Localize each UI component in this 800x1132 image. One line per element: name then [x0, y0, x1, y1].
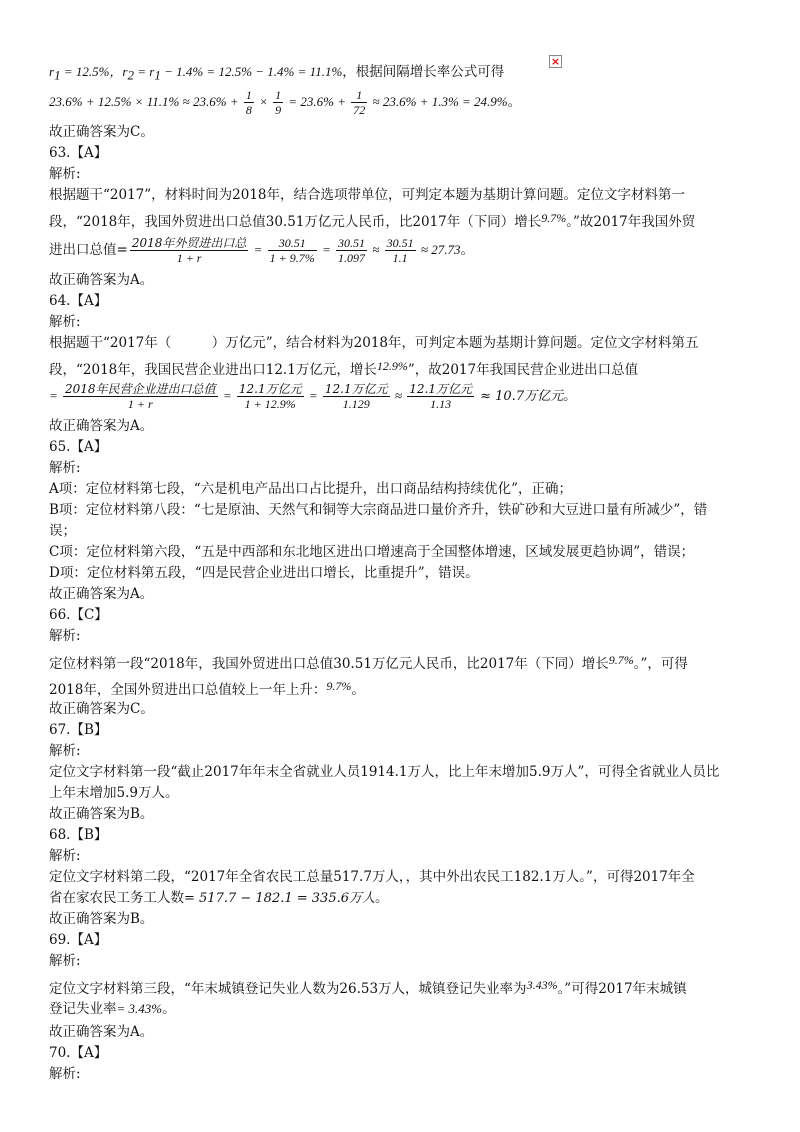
body-text: 进出口总值= — [49, 242, 128, 258]
fraction-numerator: 12.1万亿元 — [238, 382, 302, 396]
math-text: 12.9% — [376, 359, 408, 373]
body-line — [49, 976, 760, 998]
question-number: 70.【A】 — [49, 1045, 108, 1061]
body-text: 2018年，全国外贸进出口总值较上一年上升： — [49, 682, 327, 698]
question-number: 69.【A】 — [49, 932, 108, 948]
body-line: 根据题干“2017年（ ）万亿元”，结合材料为2018年，可判定本题为基期计算问题。定位文字材料第五 — [49, 335, 699, 351]
math-text: ≈ 10.7万亿元 — [475, 389, 564, 404]
math-subscript: 1 — [154, 67, 161, 83]
option-d-line: D项：定位材料第五段，“四是民营企业进出口增长，比重提升”，错误。 — [49, 565, 479, 581]
answer-line: 故正确答案为A。 — [49, 418, 154, 434]
body-line: 定位文字材料第一段“截止2017年年末全省就业人员1914.1万人，比上年末增加5.9万人”，可得全省就业人员比 — [49, 764, 720, 780]
math-text: = — [250, 242, 266, 257]
body-text: 。 — [563, 388, 577, 404]
body-line — [49, 651, 760, 673]
analysis-label: 解析: — [49, 743, 81, 759]
math-text: ≈ — [391, 388, 406, 403]
math-text: 9.7% — [326, 679, 352, 693]
question-number: 63.【A】 — [49, 145, 108, 161]
body-text: 。”可得2017年末城镇 — [557, 981, 687, 997]
analysis-label: 解析: — [49, 848, 81, 864]
fraction-denominator: 1 + r — [176, 251, 202, 265]
fraction — [273, 88, 283, 117]
question-number: 68.【B】 — [49, 827, 108, 843]
fraction-denominator: 1 + 12.9% — [244, 397, 296, 411]
math-subscript: 2 — [127, 67, 134, 83]
body-text: 。 — [507, 94, 522, 110]
analysis-label: 解析: — [49, 166, 81, 182]
question-number: 66.【C】 — [49, 607, 108, 623]
body-text: 定位材料第一段“2018年，我国外贸进出口总值30.51万亿元人民币，比2017年（下同）增长 — [49, 656, 609, 672]
math-text: r — [149, 64, 155, 79]
answer-line: 故正确答案为A。 — [49, 586, 154, 602]
fraction — [351, 88, 367, 117]
math-text: ≈ — [369, 242, 383, 257]
option-b-line: B项：定位材料第八段：“七是原油、天然气和铜等大宗商品进口量价齐升，铁矿砂和大豆进口量有所减少”，错 — [49, 502, 708, 518]
math-text: = 23.6% + — [285, 94, 350, 109]
answer-line: 故正确答案为A。 — [49, 272, 154, 288]
option-a-line: A项：定位材料第七段，“六是机电产品出口占比提升，出口商品结构持续优化”，正确； — [49, 481, 573, 497]
math-text: 9.7% — [608, 653, 634, 667]
fraction — [336, 236, 367, 265]
body-text: 。”，可得 — [633, 656, 688, 672]
fraction-numerator: 30.51 — [338, 236, 366, 250]
fraction-numerator: 12.1万亿元 — [324, 382, 388, 396]
math-subscript: 1 — [54, 67, 61, 83]
body-line — [49, 677, 760, 699]
body-line — [49, 209, 760, 231]
fraction — [268, 236, 317, 265]
math-text: = 12.5%， — [60, 64, 123, 79]
fraction-numerator: 30.51 — [386, 236, 414, 250]
math-text: = 517.7 − 182.1 = 335.6万人 — [184, 891, 375, 906]
analysis-label: 解析: — [49, 1066, 81, 1082]
fraction-denominator: 1.097 — [338, 251, 366, 265]
body-text: 登记失业率 — [49, 1001, 117, 1017]
body-line: 根据题干“2017”，材料时间为2018年，结合选项带单位，可判定本题为基期计算问题。定位文字材料第一 — [49, 187, 686, 203]
analysis-label: 解析: — [49, 460, 81, 476]
fraction-numerator: 30.51 — [268, 236, 317, 251]
formula-line-interval-growth — [49, 88, 760, 117]
fraction-denominator: 1.129 — [342, 397, 370, 411]
broken-image-icon: × — [550, 55, 561, 68]
math-text: 23.6% + 12.5% × 11.1% ≈ 23.6% + — [49, 94, 242, 109]
fraction-denominator: 1 + 9.7% — [269, 251, 315, 265]
fraction — [407, 382, 474, 411]
body-text: 段，“2018年，我国外贸进出口总值30.51万亿元人民币，比2017年（下同）增长 — [49, 214, 542, 230]
question-number: 64.【A】 — [49, 293, 108, 309]
math-text: 3.43% — [526, 978, 558, 992]
question-number: 67.【B】 — [49, 722, 108, 738]
option-c-line: C项：定位材料第六段，“五是中西部和东北地区进出口增速高于全国整体增速，区域发展更趋协调”，错误； — [49, 544, 695, 560]
answer-line: 故正确答案为C。 — [49, 124, 154, 140]
question-number: 65.【A】 — [49, 439, 108, 455]
analysis-label: 解析: — [49, 953, 81, 969]
answer-line: 故正确答案为B。 — [49, 911, 154, 927]
analysis-label: 解析: — [49, 314, 81, 330]
fraction — [244, 88, 254, 117]
body-text: 。 — [375, 890, 389, 906]
body-line — [49, 889, 760, 908]
body-line: 定位文字材料第二段，“2017年全省农民工总量517.7万人，，其中外出农民工182.1万人。”，可得2017年全 — [49, 869, 695, 885]
fraction-numerator: 1 — [351, 88, 367, 103]
body-text: 。 — [162, 1001, 176, 1017]
body-line — [49, 1000, 760, 1018]
math-text: ≈ 27.73 — [417, 242, 461, 257]
analysis-label: 解析: — [49, 628, 81, 644]
answer-line: 故正确答案为B。 — [49, 806, 154, 822]
fraction — [63, 382, 218, 411]
body-text: ，根据间隔增长率公式可得 — [342, 64, 505, 80]
fraction-numerator: 12.1万亿元 — [409, 382, 472, 396]
body-text: 。 — [351, 682, 365, 698]
fraction-numerator: 2018年民营企业进出口总值 — [65, 382, 216, 396]
body-text: 段，“2018年，我国民营企业进出口12.1万亿元，增长 — [49, 362, 377, 378]
option-b-line-cont: 误； — [49, 523, 76, 539]
fraction-denominator: 1.13 — [430, 397, 452, 411]
math-text: × — [255, 94, 272, 109]
fraction-denominator: 9 — [275, 103, 282, 117]
math-text: = — [133, 64, 150, 79]
math-text: r — [122, 64, 128, 79]
fraction-numerator: 2018年外贸进出口总 — [131, 236, 247, 250]
math-text: = — [305, 388, 321, 403]
fraction-numerator: 1 — [245, 88, 252, 102]
fraction-denominator: 8 — [245, 103, 252, 117]
body-text: ”，故2017年我国民营企业进出口总值 — [407, 362, 639, 378]
fraction — [385, 236, 416, 265]
answer-line: 故正确答案为A。 — [49, 1024, 154, 1040]
fraction — [237, 382, 304, 411]
body-text: 定位文字材料第三段，“年末城镇登记失业人数为26.53万人，城镇登记失业率为 — [49, 981, 527, 997]
fraction — [130, 236, 249, 265]
fraction — [323, 382, 390, 411]
formula-line-private-enterprise — [49, 382, 760, 411]
fraction-denominator: 72 — [353, 103, 366, 117]
math-text: − 1.4% = 12.5% − 1.4% = 11.1% — [160, 64, 343, 79]
answer-line: 故正确答案为C。 — [49, 701, 154, 717]
fraction-denominator: 1 + r — [127, 397, 153, 411]
formula-line-base-period — [49, 236, 760, 265]
math-text: r — [49, 64, 55, 79]
body-line: 上年末增加5.9万人。 — [49, 785, 179, 801]
math-text: = — [318, 242, 335, 257]
math-text: ≈ 23.6% + 1.3% = 24.9% — [369, 94, 508, 109]
fraction-numerator: 1 — [275, 88, 282, 102]
math-text: = — [219, 388, 235, 403]
body-line — [49, 357, 760, 379]
math-text: 9.7% — [541, 211, 567, 225]
body-text: 。 — [460, 242, 475, 258]
body-text: 。”故2017年我国外贸 — [566, 214, 696, 230]
math-text: = 3.43% — [116, 1001, 163, 1016]
body-text: 省在家农民工务工人数 — [49, 890, 184, 906]
fraction-denominator: 1.1 — [392, 251, 408, 265]
math-text: = — [49, 388, 62, 403]
formula-line-r1-r2 — [49, 63, 760, 85]
